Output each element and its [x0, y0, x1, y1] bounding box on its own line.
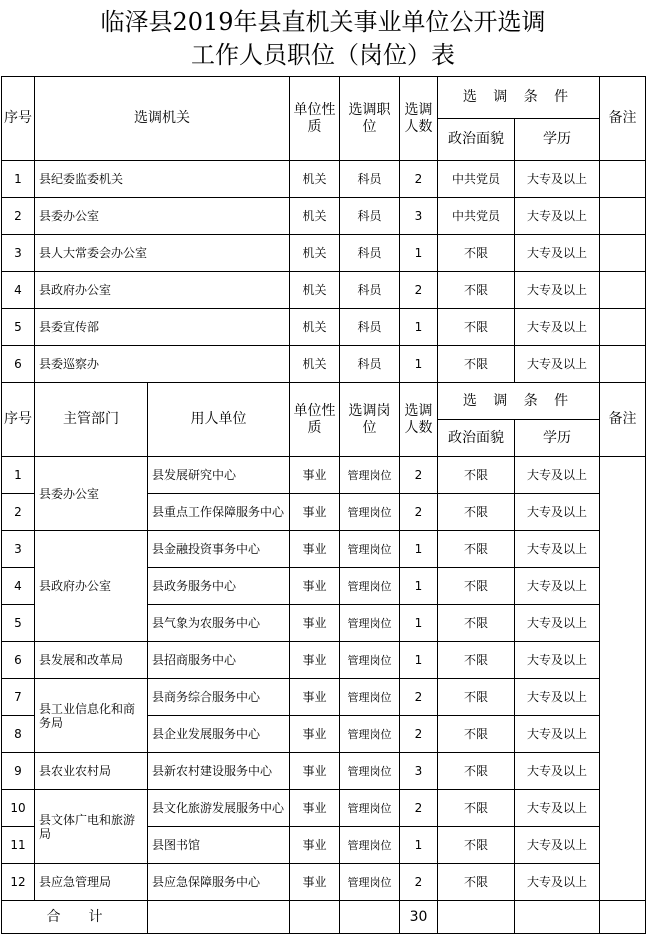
table-row [2, 198, 646, 235]
row-politics: 不限 [438, 679, 515, 716]
table-row [2, 642, 646, 679]
header-post: 选调岗位 [340, 383, 400, 457]
row-dept: 县发展和改革局 [35, 642, 148, 679]
header-org: 选调机关 [35, 77, 290, 161]
row-index: 12 [2, 864, 35, 901]
title-line-2: 工作人员职位（岗位）表 [191, 41, 455, 69]
section1-header-row [2, 77, 646, 119]
table-row [2, 790, 646, 827]
header-education: 学历 [515, 420, 600, 457]
row-nature: 机关 [290, 198, 340, 235]
row-nature: 事业 [290, 864, 340, 901]
row-index: 10 [2, 790, 35, 827]
row-politics: 不限 [438, 605, 515, 642]
row-nature: 事业 [290, 790, 340, 827]
row-remarks [600, 161, 646, 198]
row-nature: 机关 [290, 309, 340, 346]
table-row [2, 864, 646, 901]
row-count: 2 [400, 864, 438, 901]
row-index: 7 [2, 679, 35, 716]
table-row [2, 679, 646, 716]
row-education: 大专及以上 [515, 272, 600, 309]
row-remarks [600, 235, 646, 272]
row-index: 6 [2, 642, 35, 679]
header-politics: 政治面貌 [438, 119, 515, 161]
row-dept: 县政府办公室 [35, 531, 148, 642]
row-post: 管理岗位 [340, 605, 400, 642]
row-count: 3 [400, 198, 438, 235]
row-education: 大专及以上 [515, 753, 600, 790]
row-count: 1 [400, 827, 438, 864]
row-nature: 事业 [290, 457, 340, 494]
table-row [2, 531, 646, 568]
total-blank [515, 901, 600, 934]
row-education: 大专及以上 [515, 864, 600, 901]
row-count: 2 [400, 272, 438, 309]
row-index: 11 [2, 827, 35, 864]
row-count: 1 [400, 235, 438, 272]
row-dept: 县文体广电和旅游局 [35, 790, 148, 864]
row-politics: 不限 [438, 827, 515, 864]
row-education: 大专及以上 [515, 568, 600, 605]
row-count: 1 [400, 531, 438, 568]
row-remarks [600, 457, 646, 901]
row-index: 9 [2, 753, 35, 790]
row-count: 2 [400, 790, 438, 827]
table-row [2, 272, 646, 309]
row-employer: 县文化旅游发展服务中心 [148, 790, 290, 827]
header-position: 选调职位 [340, 77, 400, 161]
row-count: 1 [400, 346, 438, 383]
row-nature: 事业 [290, 716, 340, 753]
row-education: 大专及以上 [515, 827, 600, 864]
header-dept: 主管部门 [35, 383, 148, 457]
row-employer: 县重点工作保障服务中心 [148, 494, 290, 531]
row-politics: 不限 [438, 346, 515, 383]
row-count: 1 [400, 568, 438, 605]
row-post: 管理岗位 [340, 827, 400, 864]
row-politics: 不限 [438, 494, 515, 531]
row-remarks [600, 309, 646, 346]
row-dept: 县工业信息化和商务局 [35, 679, 148, 753]
row-org: 县人大常委会办公室 [35, 235, 290, 272]
row-nature: 事业 [290, 679, 340, 716]
row-nature: 事业 [290, 605, 340, 642]
row-index: 3 [2, 531, 35, 568]
row-count: 2 [400, 494, 438, 531]
row-nature: 机关 [290, 161, 340, 198]
row-post: 管理岗位 [340, 568, 400, 605]
table-row [2, 457, 646, 494]
row-post: 管理岗位 [340, 753, 400, 790]
table-row [2, 161, 646, 198]
row-index: 4 [2, 568, 35, 605]
row-politics: 不限 [438, 790, 515, 827]
row-nature: 事业 [290, 827, 340, 864]
total-label: 合 计 [2, 901, 148, 934]
row-education: 大专及以上 [515, 346, 600, 383]
row-post: 管理岗位 [340, 457, 400, 494]
row-post: 管理岗位 [340, 679, 400, 716]
row-education: 大专及以上 [515, 605, 600, 642]
row-org: 县政府办公室 [35, 272, 290, 309]
row-nature: 事业 [290, 531, 340, 568]
row-post: 管理岗位 [340, 531, 400, 568]
row-position: 科员 [340, 346, 400, 383]
positions-table [1, 76, 646, 934]
total-value: 30 [400, 901, 438, 934]
row-education: 大专及以上 [515, 716, 600, 753]
row-remarks [600, 198, 646, 235]
row-index: 5 [2, 605, 35, 642]
row-index: 5 [2, 309, 35, 346]
row-nature: 机关 [290, 235, 340, 272]
row-count: 2 [400, 161, 438, 198]
total-blank [600, 901, 646, 934]
row-position: 科员 [340, 235, 400, 272]
row-post: 管理岗位 [340, 716, 400, 753]
header-education: 学历 [515, 119, 600, 161]
row-politics: 不限 [438, 531, 515, 568]
total-row [2, 901, 646, 934]
header-employer: 用人单位 [148, 383, 290, 457]
title-line-1: 临泽县2019年县直机关事业单位公开选调 [100, 8, 546, 36]
row-count: 2 [400, 716, 438, 753]
table-row [2, 346, 646, 383]
row-politics: 不限 [438, 753, 515, 790]
row-post: 管理岗位 [340, 642, 400, 679]
row-employer: 县气象为农服务中心 [148, 605, 290, 642]
total-blank [290, 901, 340, 934]
row-position: 科员 [340, 309, 400, 346]
row-politics: 中共党员 [438, 198, 515, 235]
row-nature: 事业 [290, 642, 340, 679]
header-politics: 政治面貌 [438, 420, 515, 457]
row-politics: 不限 [438, 716, 515, 753]
row-index: 6 [2, 346, 35, 383]
row-count: 1 [400, 309, 438, 346]
row-post: 管理岗位 [340, 790, 400, 827]
row-index: 1 [2, 161, 35, 198]
header-nature: 单位性质 [290, 383, 340, 457]
row-politics: 不限 [438, 272, 515, 309]
header-nature: 单位性质 [290, 77, 340, 161]
row-nature: 事业 [290, 568, 340, 605]
document-title [0, 0, 646, 76]
row-post: 管理岗位 [340, 864, 400, 901]
row-education: 大专及以上 [515, 642, 600, 679]
row-employer: 县商务综合服务中心 [148, 679, 290, 716]
row-position: 科员 [340, 161, 400, 198]
row-education: 大专及以上 [515, 679, 600, 716]
row-employer: 县发展研究中心 [148, 457, 290, 494]
row-nature: 机关 [290, 272, 340, 309]
header-conditions: 选 调 条 件 [438, 77, 600, 119]
table-row [2, 235, 646, 272]
header-conditions: 选 调 条 件 [438, 383, 600, 420]
section2-header-row [2, 383, 646, 420]
row-politics: 不限 [438, 864, 515, 901]
row-count: 1 [400, 642, 438, 679]
row-education: 大专及以上 [515, 494, 600, 531]
total-blank [148, 901, 290, 934]
row-employer: 县金融投资事务中心 [148, 531, 290, 568]
total-blank [340, 901, 400, 934]
row-employer: 县招商服务中心 [148, 642, 290, 679]
row-count: 1 [400, 605, 438, 642]
row-index: 2 [2, 494, 35, 531]
row-politics: 不限 [438, 457, 515, 494]
row-dept: 县委办公室 [35, 457, 148, 531]
table-row [2, 753, 646, 790]
row-education: 大专及以上 [515, 198, 600, 235]
header-index: 序号 [2, 77, 35, 161]
row-politics: 不限 [438, 642, 515, 679]
row-education: 大专及以上 [515, 309, 600, 346]
header-index: 序号 [2, 383, 35, 457]
row-position: 科员 [340, 272, 400, 309]
row-dept: 县农业农村局 [35, 753, 148, 790]
header-remarks: 备注 [600, 383, 646, 457]
header-remarks: 备注 [600, 77, 646, 161]
row-employer: 县企业发展服务中心 [148, 716, 290, 753]
row-politics: 不限 [438, 235, 515, 272]
row-education: 大专及以上 [515, 161, 600, 198]
row-dept: 县应急管理局 [35, 864, 148, 901]
row-org: 县委办公室 [35, 198, 290, 235]
row-remarks [600, 346, 646, 383]
row-org: 县委宣传部 [35, 309, 290, 346]
row-index: 4 [2, 272, 35, 309]
row-index: 3 [2, 235, 35, 272]
row-employer: 县图书馆 [148, 827, 290, 864]
row-politics: 不限 [438, 309, 515, 346]
row-count: 2 [400, 457, 438, 494]
table-row [2, 309, 646, 346]
row-education: 大专及以上 [515, 531, 600, 568]
row-org: 县纪委监委机关 [35, 161, 290, 198]
row-nature: 事业 [290, 753, 340, 790]
row-org: 县委巡察办 [35, 346, 290, 383]
row-post: 管理岗位 [340, 494, 400, 531]
row-count: 2 [400, 679, 438, 716]
row-education: 大专及以上 [515, 790, 600, 827]
row-count: 3 [400, 753, 438, 790]
row-index: 8 [2, 716, 35, 753]
header-count: 选调人数 [400, 77, 438, 161]
row-index: 2 [2, 198, 35, 235]
row-politics: 不限 [438, 568, 515, 605]
row-position: 科员 [340, 198, 400, 235]
row-nature: 机关 [290, 346, 340, 383]
row-education: 大专及以上 [515, 235, 600, 272]
row-employer: 县应急保障服务中心 [148, 864, 290, 901]
row-nature: 事业 [290, 494, 340, 531]
row-politics: 中共党员 [438, 161, 515, 198]
row-education: 大专及以上 [515, 457, 600, 494]
row-employer: 县政务服务中心 [148, 568, 290, 605]
header-count: 选调人数 [400, 383, 438, 457]
row-employer: 县新农村建设服务中心 [148, 753, 290, 790]
row-remarks [600, 272, 646, 309]
row-index: 1 [2, 457, 35, 494]
total-blank [438, 901, 515, 934]
